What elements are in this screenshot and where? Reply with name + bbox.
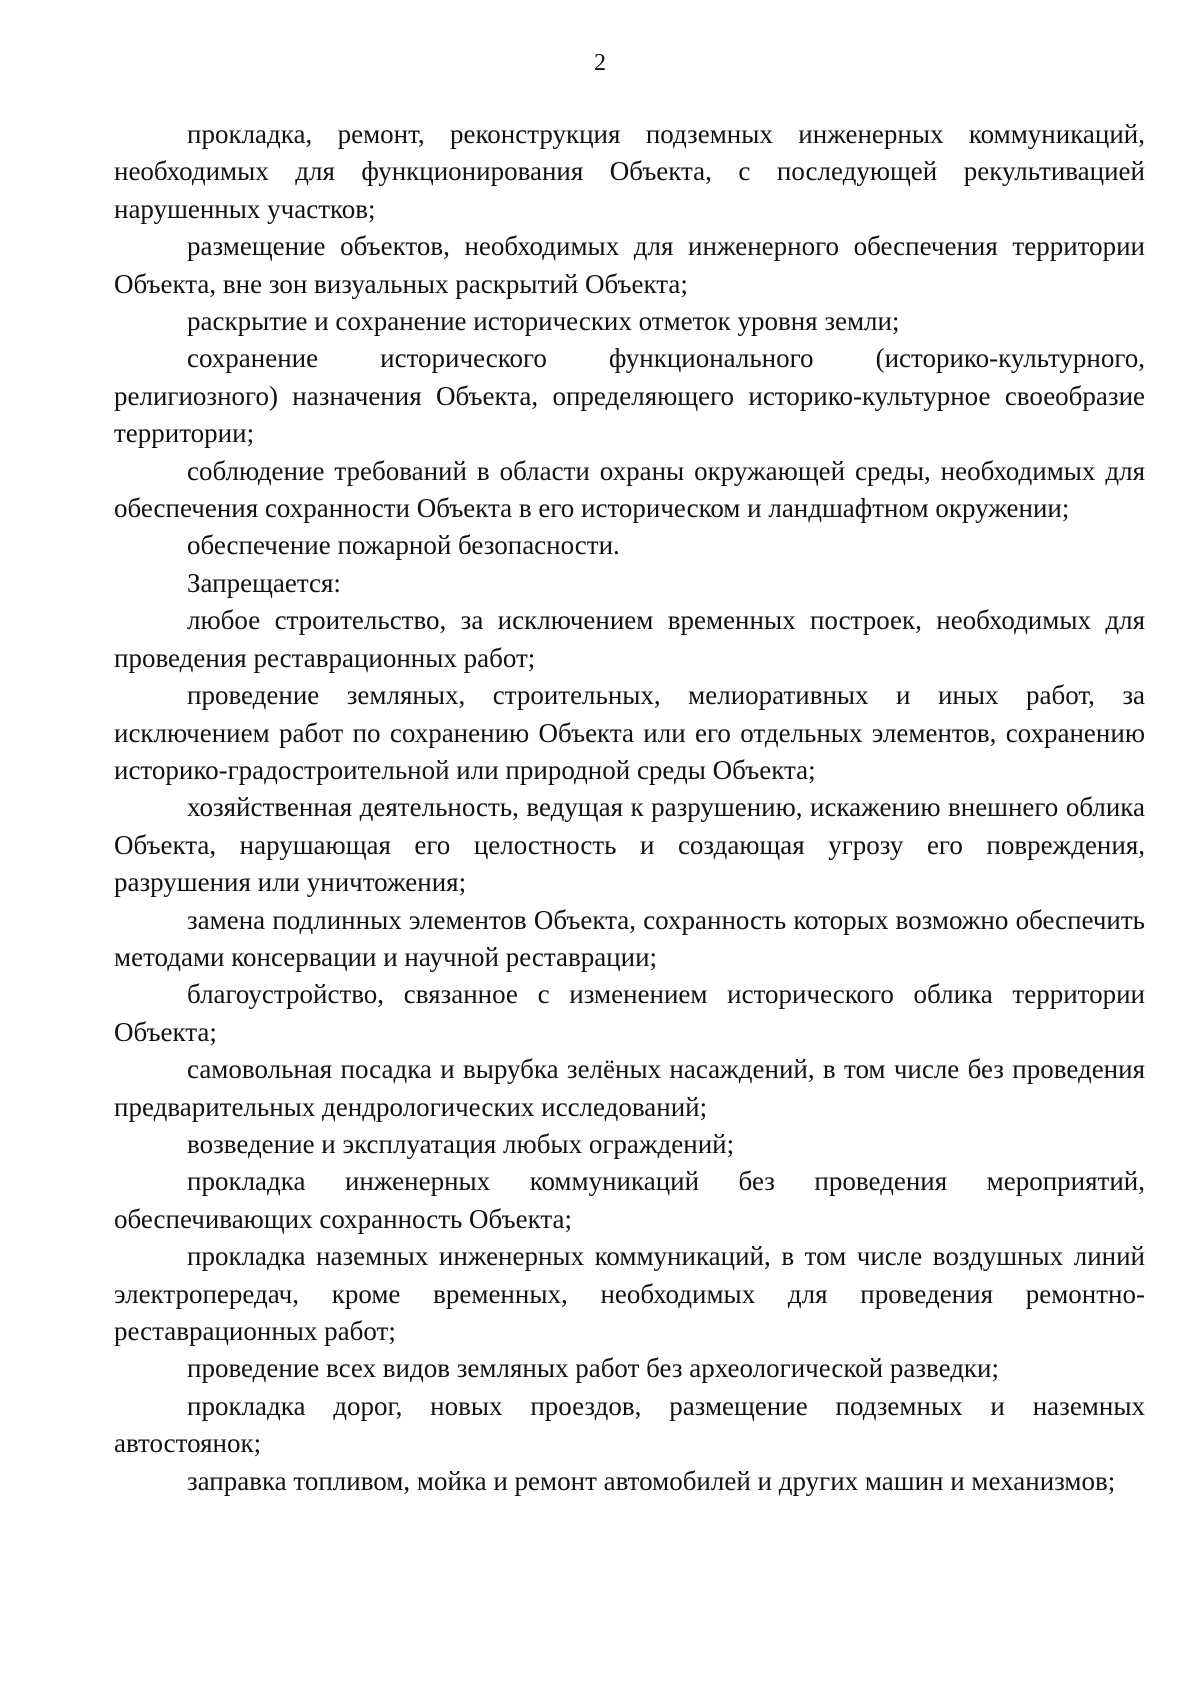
paragraph: самовольная посадка и вырубка зелёных насаждений, в том числе без проведения предварительных дендрологических исследований; (114, 1054, 1145, 1122)
paragraph: сохранение исторического функционального (историко-культурного, религиозного) назначения Объекта, определяющего историко-культурное своеобразие территории; (114, 343, 1145, 449)
paragraph: возведение и эксплуатация любых ограждений; (187, 1128, 735, 1159)
paragraph: проведение всех видов земляных работ без археологической разведки; (187, 1353, 1000, 1384)
paragraph: замена подлинных элементов Объекта, сохранность которых возможно обеспечить методами консервации и научной реставрации; (114, 904, 1145, 972)
page-number: 2 (594, 50, 606, 76)
paragraph: размещение объектов, необходимых для инженерного обеспечения территории Объекта, вне зон визуальных раскрытий Объекта; (114, 231, 1145, 299)
paragraph: проведение земляных, строительных, мелиоративных и иных работ, за исключением работ по сохранению Объекта или его отдельных элементов, сохранению историко-градостроительной или природной среды Объекта; (114, 680, 1145, 785)
paragraph: соблюдение требований в области охраны окружающей среды, необходимых для обеспечения сохранности Объекта в его историческом и ландшафтном окружении; (114, 455, 1145, 524)
paragraph: раскрытие и сохранение исторических отметок уровня земли; (187, 306, 900, 337)
paragraph: обеспечение пожарной безопасности. (187, 530, 620, 561)
document-body (114, 116, 1145, 1500)
paragraph: прокладка, ремонт, реконструкция подземных инженерных коммуникаций, необходимых для функционирования Объекта, с последующей рекультивацией нарушенных участков; (114, 119, 1145, 224)
paragraph: прокладка наземных инженерных коммуникаций, в том числе воздушных линий электропередач, кроме временных, необходимых для проведения ремонтно-реставрационных работ; (114, 1241, 1145, 1346)
paragraph: хозяйственная деятельность, ведущая к разрушению, искажению внешнего облика Объекта, нарушающая его целостность и создающая угрозу его повреждения, разрушения или уничтожения; (114, 792, 1145, 898)
paragraph: прокладка дорог, новых проездов, размещение подземных и наземных автостоянок; (114, 1390, 1145, 1459)
paragraph: любое строительство, за исключением временных построек, необходимых для проведения реставрационных работ; (114, 605, 1145, 673)
paragraph: заправка топливом, мойка и ремонт автомобилей и других машин и механизмов; (187, 1465, 1116, 1496)
paragraph: прокладка инженерных коммуникаций без проведения мероприятий, обеспечивающих сохранность Объекта; (114, 1166, 1145, 1234)
paragraph: благоустройство, связанное с изменением исторического облика территории Объекта; (114, 979, 1145, 1047)
section-heading: Запрещается: (187, 567, 341, 598)
